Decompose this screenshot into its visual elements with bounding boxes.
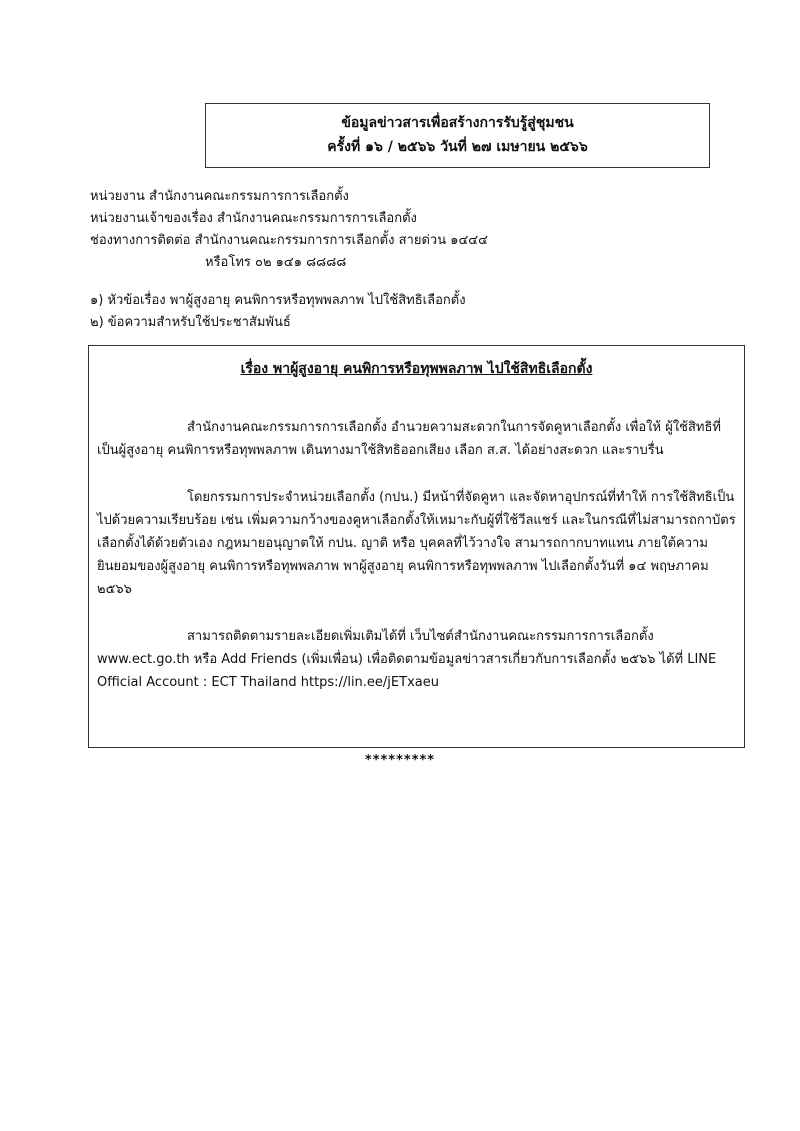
pr-message-box [88, 345, 745, 748]
pr-paragraph-1-first-line: สำนักงานคณะกรรมการการเลือกตั้ง อำนวยความสะดวกในการจัดคูหาเลือกตั้ง เพื่อให้ [187, 420, 662, 435]
topic-item-1: ๑) หัวข้อเรื่อง พาผู้สูงอายุ คนพิการหรือทุพพลภาพ ไปใช้สิทธิเลือกตั้ง [90, 293, 466, 308]
header-box [205, 103, 710, 168]
pr-paragraph-3-body: www.ect.go.th หรือ Add Friends (เพิ่มเพื่อน) เพื่อติดตามข้อมูลข่าวสารเกี่ยวกับการเลือกตั้ง ๒๕๖๖ ได้ที่ LINE Official Account : ECT Thailand https://lin.ee/jETxaeu [97, 652, 717, 690]
meta-phone: หรือโทร ๐๒ ๑๔๑ ๘๘๘๘ [205, 255, 347, 270]
pr-paragraph-1 [97, 416, 736, 462]
pr-paragraph-2 [97, 486, 736, 601]
meta-section [90, 186, 710, 274]
pr-paragraph-1-body: ผู้ใช้สิทธิที่เป็นผู้สูงอายุ คนพิการหรือทุพพลภาพ เดินทางมาใช้สิทธิออกเสียง เลือก ส.ส. ได้อย่างสะดวก และราบรื่น [97, 420, 721, 458]
meta-owner: หน่วยงานเจ้าของเรื่อง สำนักงานคณะกรรมการการเลือกตั้ง [90, 211, 417, 226]
topic-item-2: ๒) ข้อความสำหรับใช้ประชาสัมพันธ์ [90, 315, 291, 330]
header-title: ข้อมูลข่าวสารเพื่อสร้างการรับรู้สู่ชุมชน [341, 115, 574, 131]
header-issue-date: ครั้งที่ ๑๖ / ๒๕๖๖ วันที่ ๒๗ เมษายน ๒๕๖๖ [327, 139, 588, 155]
end-of-document-mark: ********* [364, 753, 436, 768]
pr-title: เรื่อง พาผู้สูงอายุ คนพิการหรือทุพพลภาพ ไปใช้สิทธิเลือกตั้ง [240, 361, 593, 377]
topics-section [90, 290, 710, 334]
pr-paragraph-3 [97, 625, 736, 694]
pr-paragraph-2-first-line: โดยกรรมการประจำหน่วยเลือกตั้ง (กปน.) มีหน้าที่จัดคูหา และจัดหาอุปกรณ์ที่ทำให้ [187, 490, 647, 505]
pr-paragraph-3-first-line: สามารถติดตามรายละเอียดเพิ่มเติมได้ที่ เว็บไซต์สำนักงานคณะกรรมการการเลือกตั้ง [187, 629, 654, 644]
meta-contact: ช่องทางการติดต่อ สำนักงานคณะกรรมการการเลือกตั้ง สายด่วน ๑๔๔๔ [90, 233, 488, 248]
meta-agency: หน่วยงาน สำนักงานคณะกรรมการการเลือกตั้ง [90, 189, 349, 204]
pr-paragraph-2-body: การใช้สิทธิเป็นไปด้วยความเรียบร้อย เช่น เพิ่มความกว้างของคูหาเลือกตั้งให้เหมาะกับผู้ที่ใช้วีลแชร์ และในกรณีที่ไม่สามารถกาบัตรเลือกตั้งได้ด้วยตัวเอง กฎหมายอนุญาตให้ กปน. ญาติ หรือ บุคคลที่ไว้วางใจ สามารถกากบาทแทน ภายใต้ความยินยอมของผู้สูงอายุ คนพิการหรือทุพพลภาพ พาผู้สูงอายุ คนพิการหรือทุพพลภาพ ไปเลือกตั้งวันที่ ๑๔ พฤษภาคม ๒๕๖๖ [97, 490, 736, 597]
